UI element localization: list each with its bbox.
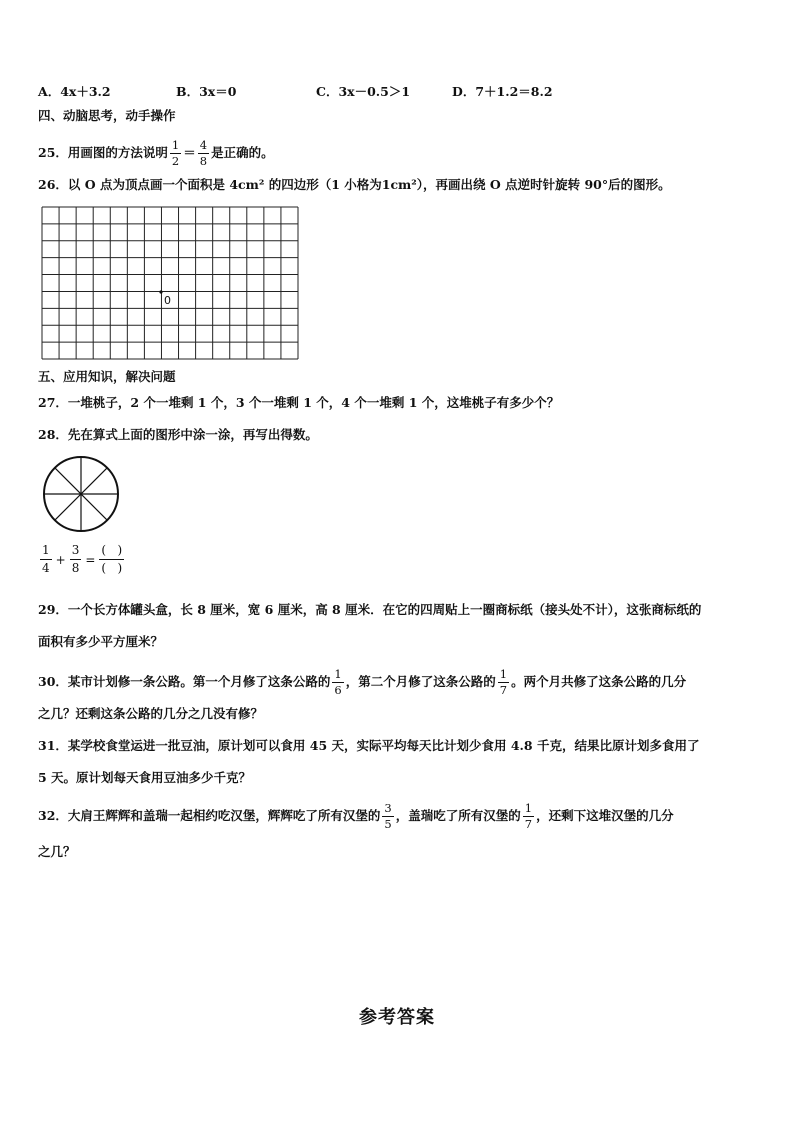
choice-d: D．7＋1.2＝8.2: [452, 84, 553, 99]
question-31-line-1: 31．某学校食堂运进一批豆油，原计划可以食用 45 天，实际平均每天比计划少食用 4.8 千克，结果比原计划多食用了: [38, 738, 700, 753]
choice-a: A．4x＋3.2: [38, 84, 111, 99]
question-26: 26．以 O 点为顶点画一个面积是 4cm² 的四边形（1 小格为1cm²），再画出绕 O 点逆时针旋转 90°后的图形。: [38, 177, 671, 192]
q32-fraction-2: $\frac{1}{7}$: [524, 801, 533, 831]
question-28: 28．先在算式上面的图形中涂一涂，再写出得数。: [38, 427, 318, 442]
question-29-line-2: 面积有多少平方厘米？: [38, 634, 164, 649]
answer-section-title: 参考答案: [359, 1007, 435, 1028]
square-grid: [41, 206, 299, 364]
question-29-line-1: 29．一个长方体罐头盒，长 8 厘米，宽 6 厘米，高 8 厘米．在它的四周贴上一圈商标纸（接头处不计），这张商标纸的: [38, 602, 702, 617]
equals-sign: =: [85, 552, 96, 567]
q30-fraction-1: $\frac{1}{6}$: [334, 667, 342, 697]
q25-fraction-2: $\frac{4}{8}$: [199, 138, 208, 168]
question-30-line-2: 之几？还剩这条公路的几分之几没有修？: [38, 706, 264, 721]
question-30-line-1: 30．某市计划修一条公路。第一个月修了这条公路的 $\frac{1}{6}$ ，第二个月修了这条公路的 $\frac{1}{7}$ 。两个月共修了这条公路的几分: [38, 667, 687, 697]
choice-b: B．3x＝0: [176, 84, 237, 99]
q28-equation: [38, 543, 126, 576]
q25-suffix: 是正确的。: [211, 145, 274, 160]
q30-fraction-2: $\frac{1}{7}$: [499, 667, 508, 697]
point-o-label: 0: [164, 294, 171, 307]
section-heading-5: 五、应用知识，解决问题: [38, 369, 176, 384]
q25-prefix: 25．用画图的方法说明: [38, 145, 168, 160]
q28-answer-blank[interactable]: $\frac{( )}{( )}$: [101, 543, 123, 575]
choice-c: C．3x－0.5＞1: [316, 84, 411, 99]
question-32-line-2: 之几？: [38, 844, 76, 859]
point-o: [159, 290, 162, 293]
q28-fraction-1: $\frac{1}{4}$: [42, 543, 50, 575]
q25-equals: ＝: [183, 145, 196, 160]
plus-sign: +: [55, 552, 66, 567]
q25-fraction-1: $\frac{1}{2}$: [171, 138, 180, 168]
question-25: [38, 139, 274, 168]
section-heading-4: 四、动脑思考，动手操作: [38, 108, 176, 123]
question-27: 27．一堆桃子，2 个一堆剩 1 个，3 个一堆剩 1 个，4 个一堆剩 1 个，这堆桃子有多少个？: [38, 395, 560, 410]
question-32-line-1: 32．大肩王辉辉和盖瑞一起相约吃汉堡，辉辉吃了所有汉堡的 $\frac{3}{5}$ ，盖瑞吃了所有汉堡的 $\frac{1}{7}$ ，还剩下这堆汉堡的几分: [38, 801, 674, 831]
divided-circle: [41, 454, 121, 538]
q32-fraction-1: $\frac{3}{5}$: [384, 801, 392, 831]
q28-fraction-2: $\frac{3}{8}$: [71, 543, 80, 575]
question-31-line-2: 5 天。原计划每天食用豆油多少千克？: [38, 770, 252, 785]
